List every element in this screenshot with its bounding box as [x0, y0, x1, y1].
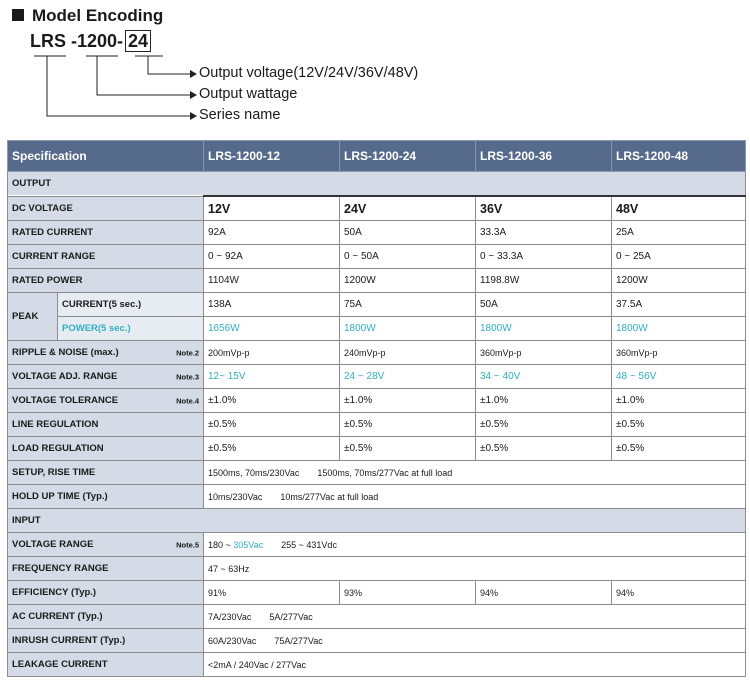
row-label [8, 365, 204, 389]
section-input: INPUT [8, 509, 746, 533]
cell-part: 1500ms, 70ms/230Vac [208, 467, 300, 478]
note-ref: Note.4 [176, 396, 199, 405]
section-row-output [8, 172, 746, 197]
table-cell: 1200W [340, 269, 476, 293]
cell-part: 5A/277Vac [269, 611, 313, 622]
table-row [8, 269, 746, 293]
model-voltage-code: 24 [125, 30, 151, 52]
table-row [8, 605, 746, 629]
row-label: RATED CURRENT [8, 221, 204, 245]
table-cell: 1800W [612, 317, 746, 341]
table-cell: 50A [340, 221, 476, 245]
table-cell: 75A [340, 293, 476, 317]
row-label: SETUP, RISE TIME [8, 461, 204, 485]
cell-part: 75A/277Vac [274, 635, 323, 646]
row-label: DC VOLTAGE [8, 196, 204, 221]
table-cell: 1198.8W [476, 269, 612, 293]
row-label: RATED POWER [8, 269, 204, 293]
table-cell: 1104W [204, 269, 340, 293]
cell-part: 10ms/277Vac at full load [280, 491, 379, 502]
table-row [8, 245, 746, 269]
table-cell: 0 ~ 25A [612, 245, 746, 269]
table-cell: 94% [476, 581, 612, 605]
table-cell: 1656W [204, 317, 340, 341]
table-cell: 1200W [612, 269, 746, 293]
table-cell: 36V [476, 196, 612, 221]
table-cell: ±1.0% [476, 389, 612, 413]
table-cell: 360mVp-p [476, 341, 612, 365]
table-cell: ±0.5% [612, 437, 746, 461]
table-cell: 33.3A [476, 221, 612, 245]
row-label: LOAD REGULATION [8, 437, 204, 461]
table-cell: ±0.5% [340, 413, 476, 437]
table-cell: 94% [612, 581, 746, 605]
note-ref: Note.5 [176, 540, 199, 549]
table-cell: ±1.0% [612, 389, 746, 413]
row-label-text: VOLTAGE ADJ. RANGE [12, 371, 118, 382]
table-row [8, 413, 746, 437]
table-cell: 48V [612, 196, 746, 221]
row-label: AC CURRENT (Typ.) [8, 605, 204, 629]
row-label: HOLD UP TIME (Typ.) [8, 485, 204, 509]
table-row [8, 293, 746, 317]
cell-part: 1500ms, 70ms/277Vac at full load [317, 467, 453, 478]
row-label-text: VOLTAGE TOLERANCE [12, 395, 119, 406]
cell-part: 7A/230Vac [208, 611, 252, 622]
row-label: LEAKAGE CURRENT [8, 653, 204, 677]
table-row [8, 196, 746, 221]
table-row [8, 485, 746, 509]
cell-part: 255 ~ 431Vdc [281, 539, 337, 550]
table-row [8, 341, 746, 365]
output-wattage-label: Output wattage [199, 86, 298, 102]
table-row [8, 629, 746, 653]
row-label: PEAK [8, 293, 58, 341]
table-cell: 0 ~ 33.3A [476, 245, 612, 269]
table-cell: ±1.0% [204, 389, 340, 413]
sub-row-label: POWER(5 sec.) [58, 317, 204, 341]
note-ref: Note.2 [176, 348, 199, 357]
header-model: LRS-1200-36 [476, 141, 612, 172]
row-label: LINE REGULATION [8, 413, 204, 437]
section-row-input [8, 509, 746, 533]
table-cell: 1800W [340, 317, 476, 341]
row-label [8, 389, 204, 413]
row-label-text: VOLTAGE RANGE [12, 539, 94, 550]
header-model: LRS-1200-12 [204, 141, 340, 172]
row-label: EFFICIENCY (Typ.) [8, 581, 204, 605]
model-wattage-code: -1200- [71, 31, 124, 51]
table-row [8, 221, 746, 245]
cell-part: 60A/230Vac [208, 635, 257, 646]
row-label-text: RIPPLE & NOISE (max.) [12, 347, 119, 358]
series-name-label: Series name [199, 107, 281, 123]
table-cell [204, 461, 746, 485]
table-cell: 37.5A [612, 293, 746, 317]
table-row [8, 653, 746, 677]
row-label [8, 341, 204, 365]
output-voltage-label: Output voltage(12V/24V/36V/48V) [199, 65, 419, 81]
note-ref: Note.3 [176, 372, 199, 381]
table-cell: 0 ~ 92A [204, 245, 340, 269]
header-specification: Specification [8, 141, 204, 172]
model-series-code: LRS [30, 31, 66, 51]
table-cell [204, 533, 746, 557]
table-cell: 25A [612, 221, 746, 245]
row-label [8, 533, 204, 557]
table-cell: ±0.5% [476, 413, 612, 437]
cell-part: 305Vac [233, 539, 264, 550]
table-cell: ±0.5% [612, 413, 746, 437]
specification-table [7, 140, 746, 677]
table-cell: ±0.5% [340, 437, 476, 461]
table-cell: 360mVp-p [612, 341, 746, 365]
table-row [8, 461, 746, 485]
table-cell: 47 ~ 63Hz [204, 557, 746, 581]
table-cell: 1800W [476, 317, 612, 341]
table-row [8, 557, 746, 581]
table-row [8, 389, 746, 413]
table-row [8, 437, 746, 461]
table-cell: 50A [476, 293, 612, 317]
table-cell [204, 485, 746, 509]
table-cell: 48 ~ 56V [612, 365, 746, 389]
table-cell: 12~ 15V [204, 365, 340, 389]
table-cell: 12V [204, 196, 340, 221]
model-encoding-title-text: Model Encoding [32, 6, 164, 25]
table-cell: ±0.5% [476, 437, 612, 461]
table-row [8, 365, 746, 389]
table-cell: 0 ~ 50A [340, 245, 476, 269]
table-cell [204, 605, 746, 629]
table-cell: <2mA / 240Vac / 277Vac [204, 653, 746, 677]
header-model: LRS-1200-24 [340, 141, 476, 172]
table-cell: 200mVp-p [204, 341, 340, 365]
table-cell: 138A [204, 293, 340, 317]
table-cell: ±0.5% [204, 413, 340, 437]
row-label: FREQUENCY RANGE [8, 557, 204, 581]
table-cell: ±0.5% [204, 437, 340, 461]
table-cell: 92A [204, 221, 340, 245]
table-row [8, 533, 746, 557]
section-output: OUTPUT [8, 172, 746, 197]
table-row [8, 581, 746, 605]
table-cell: 34 ~ 40V [476, 365, 612, 389]
table-cell: 93% [340, 581, 476, 605]
sub-row-label: CURRENT(5 sec.) [58, 293, 204, 317]
table-cell [204, 629, 746, 653]
cell-part: 10ms/230Vac [208, 491, 263, 502]
table-row [8, 317, 746, 341]
table-cell: 240mVp-p [340, 341, 476, 365]
table-cell: 24 ~ 28V [340, 365, 476, 389]
row-label: INRUSH CURRENT (Typ.) [8, 629, 204, 653]
table-cell: 24V [340, 196, 476, 221]
table-header-row [8, 141, 746, 172]
header-model: LRS-1200-48 [612, 141, 746, 172]
cell-part: 180 ~ [208, 539, 234, 550]
table-cell: ±1.0% [340, 389, 476, 413]
table-cell: 91% [204, 581, 340, 605]
row-label: CURRENT RANGE [8, 245, 204, 269]
